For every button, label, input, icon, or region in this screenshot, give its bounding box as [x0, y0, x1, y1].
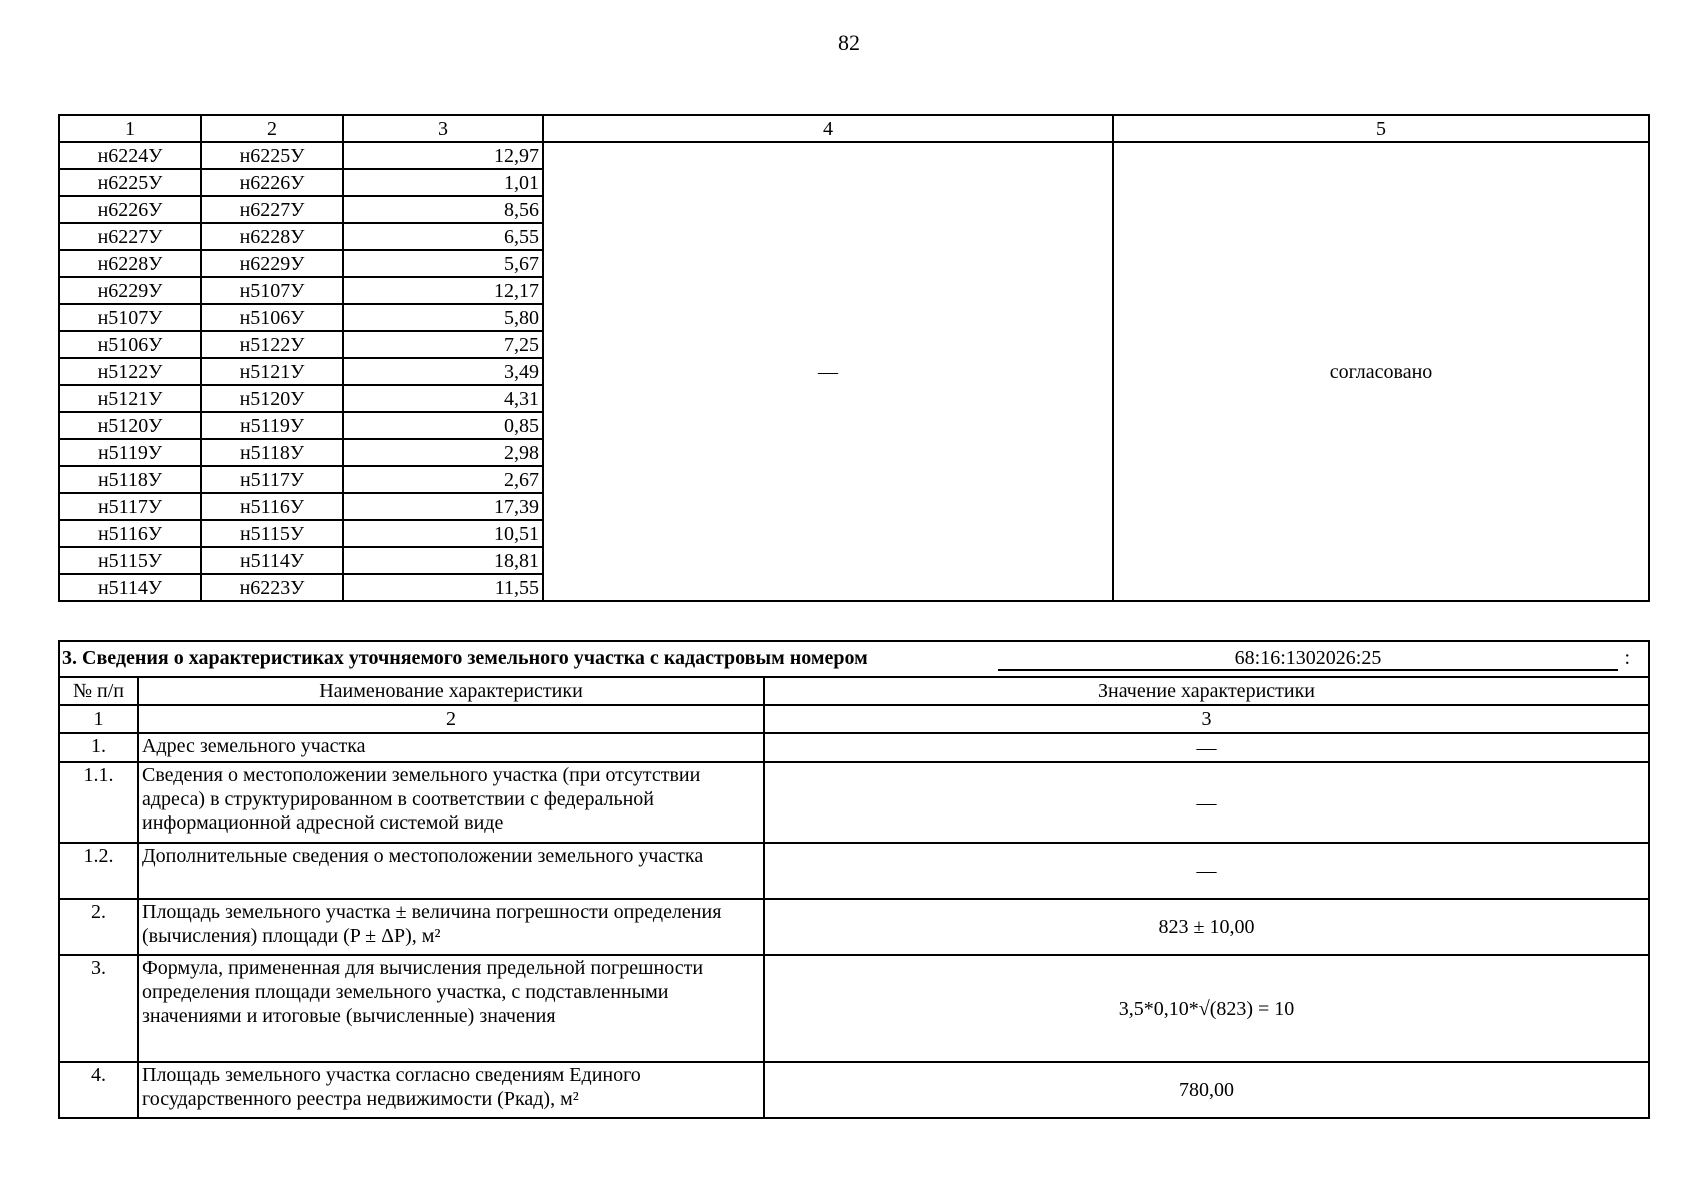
boundary-header-cell: 1 [59, 115, 201, 142]
segment-length: 6,55 [343, 223, 543, 250]
boundary-header-row [59, 115, 1649, 142]
colon: : [1624, 647, 1631, 669]
point-from: н6226У [59, 196, 201, 223]
section-title: 3. Сведения о характеристиках уточняемого земельного участка с кадастровым номером [62, 647, 868, 669]
characteristic-name: Площадь земельного участка согласно сведениям Единого государственного реестра недвижимости (Ркад), м² [138, 1062, 764, 1118]
boundary-header-cell: 2 [201, 115, 343, 142]
point-from: н5121У [59, 385, 201, 412]
point-to: н5106У [201, 304, 343, 331]
row-number: 1.2. [59, 843, 138, 899]
col5-value: согласовано [1113, 142, 1649, 601]
header-number: № п/п [59, 677, 138, 705]
table-row [59, 142, 1649, 169]
section-title-row [59, 641, 1649, 677]
point-from: н5116У [59, 520, 201, 547]
point-to: н6229У [201, 250, 343, 277]
header-name: Наименование характеристики [138, 677, 764, 705]
section-title-cell [59, 641, 1649, 677]
point-from: н6224У [59, 142, 201, 169]
point-to: н6223У [201, 574, 343, 601]
point-from: н6225У [59, 169, 201, 196]
segment-length: 7,25 [343, 331, 543, 358]
point-from: н5118У [59, 466, 201, 493]
point-to: н5121У [201, 358, 343, 385]
table-row [59, 899, 1649, 955]
cadastral-underline [998, 669, 1618, 671]
point-to: н6225У [201, 142, 343, 169]
point-to: н6228У [201, 223, 343, 250]
row-number: 3. [59, 955, 138, 1062]
table-row [59, 955, 1649, 1062]
point-from: н5115У [59, 547, 201, 574]
point-to: н5114У [201, 547, 343, 574]
point-to: н5116У [201, 493, 343, 520]
characteristic-value: — [764, 733, 1649, 762]
col4-value: — [543, 142, 1113, 601]
column-number-row [59, 705, 1649, 733]
point-from: н6227У [59, 223, 201, 250]
segment-length: 0,85 [343, 412, 543, 439]
point-from: н6229У [59, 277, 201, 304]
characteristic-name: Дополнительные сведения о местоположении земельного участка [138, 843, 764, 899]
point-to: н5118У [201, 439, 343, 466]
characteristic-name: Формула, примененная для вычисления предельной погрешности определения площади земельного участка, с подставленными значениями и итоговые (вычисленные) значения [138, 955, 764, 1062]
segment-length: 3,49 [343, 358, 543, 385]
point-to: н5117У [201, 466, 343, 493]
segment-length: 2,67 [343, 466, 543, 493]
characteristic-name: Площадь земельного участка ± величина погрешности определения (вычисления) площади (P ± ΔP), м² [138, 899, 764, 955]
table-row [59, 843, 1649, 899]
point-from: н5106У [59, 331, 201, 358]
row-number: 1. [59, 733, 138, 762]
segment-length: 18,81 [343, 547, 543, 574]
point-from: н5120У [59, 412, 201, 439]
boundary-header-cell: 3 [343, 115, 543, 142]
row-number: 1.1. [59, 762, 138, 843]
table-row [59, 733, 1649, 762]
segment-length: 5,80 [343, 304, 543, 331]
characteristics-table [58, 640, 1650, 1119]
boundary-table [58, 114, 1650, 602]
point-to: н5122У [201, 331, 343, 358]
segment-length: 8,56 [343, 196, 543, 223]
column-number: 2 [138, 705, 764, 733]
characteristic-value: 780,00 [764, 1062, 1649, 1118]
column-number: 3 [764, 705, 1649, 733]
point-to: н6226У [201, 169, 343, 196]
point-from: н5122У [59, 358, 201, 385]
table-row [59, 762, 1649, 843]
segment-length: 17,39 [343, 493, 543, 520]
segment-length: 10,51 [343, 520, 543, 547]
point-to: н5120У [201, 385, 343, 412]
characteristic-name: Сведения о местоположении земельного участка (при отсутствии адреса) в структурированном в соответствии с федеральной информационной адресной системой виде [138, 762, 764, 843]
segment-length: 1,01 [343, 169, 543, 196]
characteristic-name: Адрес земельного участка [138, 733, 764, 762]
row-number: 2. [59, 899, 138, 955]
characteristic-value: — [764, 843, 1649, 899]
segment-length: 12,97 [343, 142, 543, 169]
point-to: н5107У [201, 277, 343, 304]
point-to: н5119У [201, 412, 343, 439]
characteristic-value: 823 ± 10,00 [764, 899, 1649, 955]
column-number: 1 [59, 705, 138, 733]
row-number: 4. [59, 1062, 138, 1118]
point-from: н5107У [59, 304, 201, 331]
table-row [59, 1062, 1649, 1118]
point-from: н5119У [59, 439, 201, 466]
segment-length: 2,98 [343, 439, 543, 466]
point-to: н6227У [201, 196, 343, 223]
boundary-header-cell: 5 [1113, 115, 1649, 142]
column-header-row [59, 677, 1649, 705]
segment-length: 12,17 [343, 277, 543, 304]
point-to: н5115У [201, 520, 343, 547]
point-from: н6228У [59, 250, 201, 277]
characteristic-value: 3,5*0,10*√(823) = 10 [764, 955, 1649, 1062]
page-number: 82 [838, 30, 860, 55]
point-from: н5114У [59, 574, 201, 601]
segment-length: 11,55 [343, 574, 543, 601]
point-from: н5117У [59, 493, 201, 520]
header-value: Значение характеристики [764, 677, 1649, 705]
cadastral-number: 68:16:1302026:25 [1234, 647, 1382, 669]
segment-length: 5,67 [343, 250, 543, 277]
segment-length: 4,31 [343, 385, 543, 412]
characteristic-value: — [764, 762, 1649, 843]
boundary-header-cell: 4 [543, 115, 1113, 142]
